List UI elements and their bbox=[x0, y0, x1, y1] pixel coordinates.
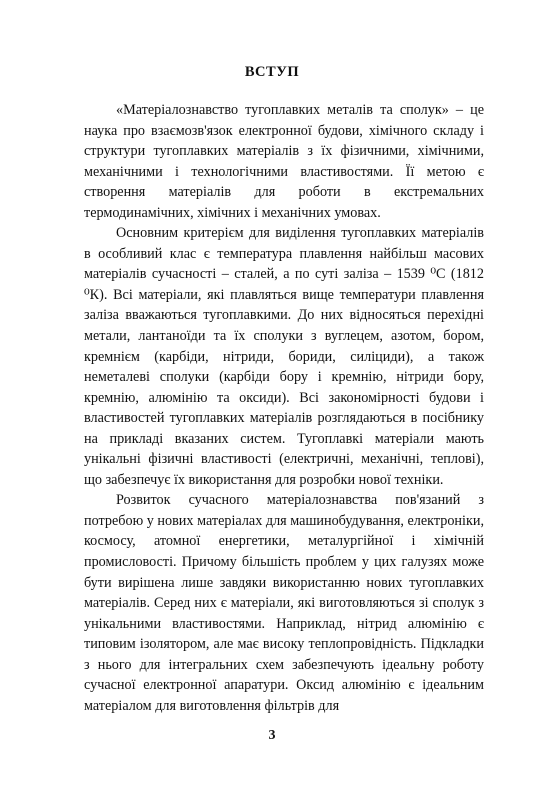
body-text bbox=[84, 100, 484, 716]
paragraph-intro: «Матеріалознавство тугоплавких металів та сполук» – це наука про взаємозв'язок електронної будови, хімічного складу і структури тугоплавких матеріалів з їх фізичними, хімічними, механічними і технологічними властивостями. Її метою є створення матеріалів для роботи в екстремальних термодинамічних, хімічних і механічних умовах. bbox=[84, 102, 484, 221]
paragraph-development: Розвиток сучасного матеріалознавства пов'язаний з потребою у нових матеріалах для машинобудування, електроніки, космосу, атомної енергетики, металургійної і хімічній промисловості. Причому більшість проблем у цих галузях може бути вирішена лише завдяки використанню нових тугоплавких матеріалів. Серед них є матеріали, які виготовляються зі сполук з унікальними властивостями. Наприклад, нітрид алюмінію є типовим ізолятором, але має високу теплопровідність. Підкладки з нього для інтегральних схем забезпечують ідеальну роботу сучасної електронної апаратури. Оксид алюмінію є ідеальним матеріалом для виготовлення фільтрів для bbox=[84, 492, 484, 714]
page-title: ВСТУП bbox=[244, 64, 300, 80]
page-number: 3 bbox=[268, 728, 276, 743]
paragraph-criterion: Основним критерієм для виділення тугоплавких матеріалів в особливий клас є температура плавлення найбільш масових матеріалів сучасності – сталей, а по суті заліза – 1539 ⁰С (1812 ⁰К). Всі матеріали, які плавляться вище температури плавлення заліза вважаються тугоплавкими. До них відносяться перехідні метали, лантаноїди та їх сполуки з вуглецем, азотом, бором, кремнієм (карбіди, нітриди, бориди, силіциди), а також неметалеві сполуки (карбіди бору і кремнію, нітриди бору, кремнію, алюмінію та оксиди). Всі закономірності будови і властивостей тугоплавких матеріалів розглядаються в посібнику на прикладі вказаних систем. Тугоплавкі матеріали мають унікальні фізичні властивості (електричні, механічні, теплові), що забезпечує їх використання для розробки нової техніки. bbox=[84, 225, 484, 488]
